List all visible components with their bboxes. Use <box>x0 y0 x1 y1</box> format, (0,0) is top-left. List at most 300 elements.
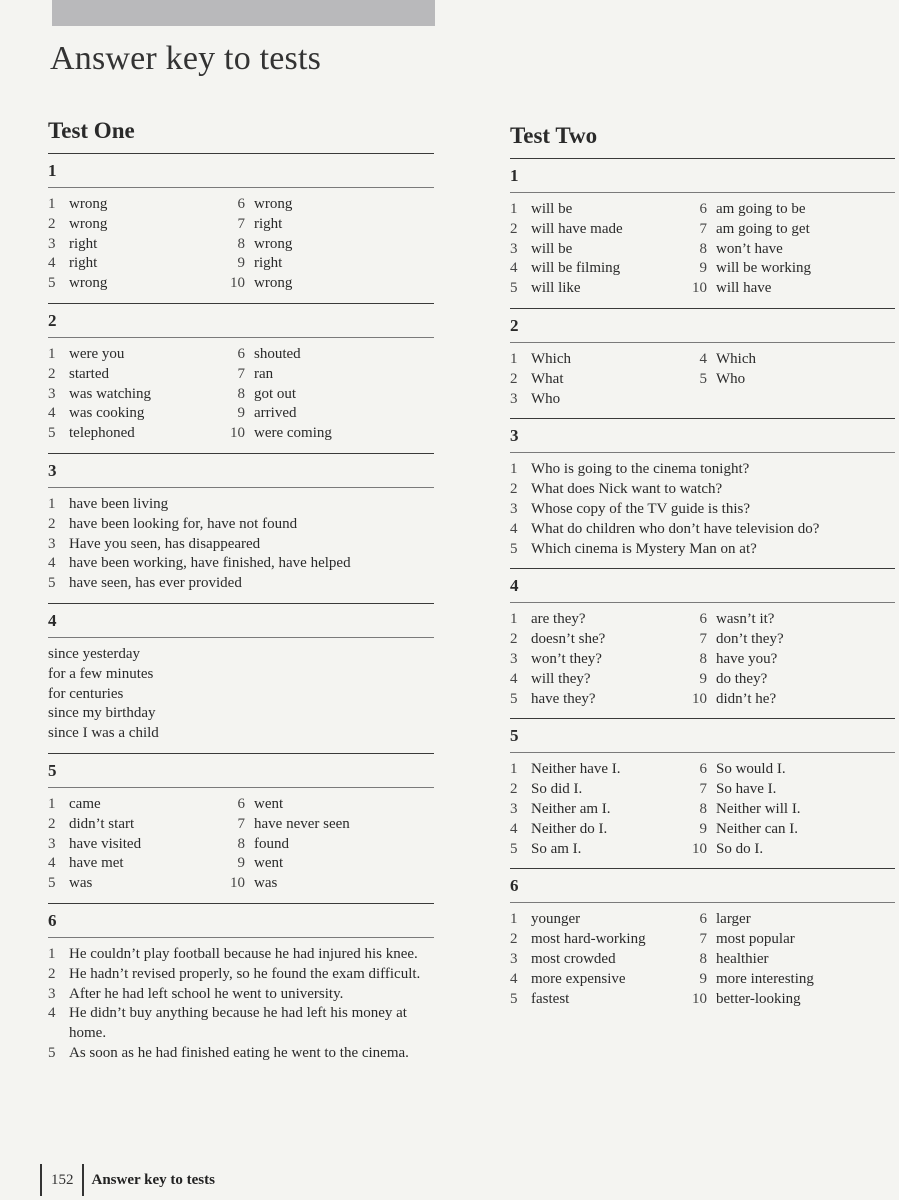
answer-item <box>682 820 895 840</box>
answer-item <box>220 345 434 365</box>
answer-item <box>48 515 434 535</box>
answer-section <box>510 418 895 568</box>
answer-item <box>48 574 434 594</box>
answer-number: 9 <box>237 855 245 872</box>
answer-text: Neither do I. <box>531 820 608 837</box>
answer-text: have met <box>69 855 124 872</box>
answer-text: have been working, have finished, have helped <box>69 555 351 572</box>
answer-text: have been living <box>69 495 169 512</box>
answer-text: are they? <box>531 611 586 628</box>
answer-text: Who <box>531 390 561 407</box>
answer-number: 6 <box>699 611 707 628</box>
answer-number: 4 <box>48 1005 56 1022</box>
answer-item <box>510 460 895 480</box>
answer-text: were you <box>69 345 125 362</box>
answer-item <box>510 370 682 390</box>
answer-item <box>682 760 895 780</box>
answer-item <box>220 195 434 215</box>
answer-item <box>510 820 682 840</box>
answer-item <box>682 690 895 710</box>
answer-item <box>48 385 220 405</box>
answer-column <box>682 910 895 1009</box>
answer-item <box>682 780 895 800</box>
answer-column <box>510 200 682 299</box>
header-bar <box>52 0 435 26</box>
answer-column <box>682 760 895 859</box>
answer-number: 7 <box>699 931 707 948</box>
answer-text: What does Nick want to watch? <box>531 481 723 498</box>
answer-number: 7 <box>237 215 245 232</box>
answer-text: Neither am I. <box>531 800 611 817</box>
test-one-column <box>48 117 434 1073</box>
answer-section <box>510 158 895 308</box>
answer-item <box>220 385 434 405</box>
answer-item <box>48 235 220 255</box>
answer-text: wasn’t it? <box>716 611 775 628</box>
answer-item <box>682 650 895 670</box>
answer-text: will have made <box>531 220 623 237</box>
answer-number: 1 <box>510 911 518 928</box>
answer-text: better-looking <box>716 990 801 1007</box>
answer-text: didn’t he? <box>716 690 777 707</box>
answer-item <box>510 990 682 1010</box>
answer-number: 5 <box>48 275 56 292</box>
answer-item <box>510 390 682 410</box>
answer-text: younger <box>531 911 581 928</box>
answer-text: wrong <box>69 275 108 292</box>
answer-text: won’t they? <box>531 650 602 667</box>
answer-number: 4 <box>510 520 518 537</box>
answer-item <box>220 795 434 815</box>
answer-item <box>510 690 682 710</box>
answer-item <box>48 404 220 424</box>
answer-item <box>510 500 895 520</box>
answer-text: After he had left school he went to university. <box>69 985 344 1002</box>
answer-text: right <box>254 215 283 232</box>
answer-item <box>510 200 682 220</box>
section-answers <box>510 903 895 1018</box>
answer-number: 2 <box>510 370 518 387</box>
answer-text: Which <box>716 350 756 367</box>
answer-grid <box>510 760 895 859</box>
answer-text: So did I. <box>531 781 583 798</box>
answer-text: went <box>254 855 284 872</box>
answer-item <box>510 670 682 690</box>
answer-section <box>48 903 434 1073</box>
answer-item <box>48 195 220 215</box>
answer-item <box>510 930 682 950</box>
answer-number: 6 <box>237 795 245 812</box>
answer-text: larger <box>716 911 751 928</box>
answer-line: since my birthday <box>48 705 156 722</box>
answer-text: What <box>531 370 564 387</box>
answer-grid <box>510 910 895 1009</box>
answer-number: 6 <box>237 196 245 212</box>
answer-number: 9 <box>699 670 707 687</box>
answer-item <box>220 835 434 855</box>
answer-column <box>510 760 682 859</box>
answer-text: Whose copy of the TV guide is this? <box>531 500 750 517</box>
answer-text: went <box>254 795 284 812</box>
answer-item <box>48 965 434 985</box>
answer-number: 5 <box>48 1044 56 1061</box>
answer-number: 9 <box>237 255 245 272</box>
answer-item <box>510 350 682 370</box>
answer-item <box>682 800 895 820</box>
section-answers <box>510 603 895 718</box>
answer-item <box>48 1044 434 1064</box>
answer-text: started <box>69 365 109 382</box>
answer-item <box>682 990 895 1010</box>
section-answers <box>48 938 434 1073</box>
answer-text: will be <box>531 240 573 257</box>
answer-text: won’t have <box>716 240 783 257</box>
answer-text: shouted <box>254 345 301 362</box>
section-answers <box>510 753 895 868</box>
answer-text: Which <box>531 350 571 367</box>
test-one-title: Test One <box>48 118 135 143</box>
answer-number: 3 <box>510 950 518 967</box>
answer-number: 9 <box>237 405 245 422</box>
answer-text: Who <box>716 370 746 387</box>
answer-text: more expensive <box>531 970 626 987</box>
answer-column <box>682 610 895 709</box>
answer-text: doesn’t she? <box>531 631 606 648</box>
answer-number: 1 <box>48 495 56 512</box>
answer-grid <box>48 345 434 444</box>
section-number: 5 <box>510 719 895 753</box>
answer-number: 6 <box>699 761 707 778</box>
answer-text: Neither have I. <box>531 761 621 778</box>
answer-item <box>510 540 895 560</box>
answer-item <box>220 254 434 274</box>
answer-section <box>48 753 434 903</box>
answer-item <box>220 854 434 874</box>
answer-number: 2 <box>510 631 518 648</box>
answer-item <box>48 945 434 965</box>
section-number: 3 <box>510 419 895 453</box>
answer-number: 2 <box>48 515 56 532</box>
answer-number: 1 <box>48 945 56 962</box>
section-answers <box>48 638 434 753</box>
answer-text: will be working <box>716 260 811 277</box>
answer-text: So am I. <box>531 840 582 857</box>
answer-grid <box>510 350 895 409</box>
answer-item <box>510 630 682 650</box>
answer-text: He couldn’t play football because he had injured his knee. <box>69 945 418 962</box>
answer-item <box>682 350 895 370</box>
answer-text: was cooking <box>69 405 145 422</box>
answer-number: 1 <box>48 345 56 362</box>
answer-column <box>220 195 434 294</box>
answer-number: 8 <box>699 800 707 817</box>
answer-number: 10 <box>692 690 707 707</box>
answer-number: 5 <box>510 280 518 297</box>
answer-section <box>48 153 434 303</box>
section-answers <box>510 193 895 308</box>
answer-text: So would I. <box>716 761 786 778</box>
answer-number: 1 <box>510 611 518 628</box>
answer-number: 8 <box>237 235 245 252</box>
answer-text: He didn’t buy anything because he had left his money at home. <box>69 1005 407 1042</box>
section-answers <box>510 453 895 568</box>
section-number: 2 <box>48 304 434 338</box>
answer-number: 10 <box>230 875 245 892</box>
answer-section <box>48 303 434 453</box>
answer-section <box>510 308 895 418</box>
answer-text: fastest <box>531 990 570 1007</box>
answer-number: 10 <box>692 840 707 857</box>
answer-text: have you? <box>716 650 778 667</box>
answer-text: wrong <box>254 275 293 292</box>
answer-line: since I was a child <box>48 725 159 742</box>
answer-item <box>48 854 220 874</box>
answer-item <box>682 259 895 279</box>
answer-number: 1 <box>48 795 56 812</box>
answer-text: Have you seen, has disappeared <box>69 535 261 552</box>
answer-column <box>510 910 682 1009</box>
answer-item <box>682 370 895 390</box>
answer-item <box>682 910 895 930</box>
answer-item <box>48 495 434 515</box>
answer-text: was <box>254 875 278 892</box>
answer-section <box>48 453 434 603</box>
answer-text: were coming <box>254 425 332 442</box>
section-answers <box>48 338 434 453</box>
answer-number: 5 <box>510 690 518 707</box>
answer-number: 6 <box>699 911 707 928</box>
answer-item <box>510 480 895 500</box>
answer-number: 4 <box>510 820 518 837</box>
answer-text: will be filming <box>531 260 621 277</box>
answer-text: wrong <box>254 235 293 252</box>
answer-column <box>220 345 434 444</box>
answer-number: 5 <box>699 370 707 387</box>
answer-item <box>48 795 220 815</box>
answer-number: 7 <box>699 781 707 798</box>
answer-number: 8 <box>237 835 245 852</box>
answer-number: 1 <box>510 461 518 478</box>
answer-item <box>220 215 434 235</box>
answer-item <box>48 874 220 894</box>
answer-column <box>510 610 682 709</box>
answer-number: 3 <box>48 385 56 402</box>
answer-item <box>48 274 220 294</box>
answer-number: 3 <box>510 240 518 257</box>
answer-text: ran <box>254 365 274 382</box>
answer-text: What do children who don’t have television do? <box>531 520 820 537</box>
answer-number: 3 <box>510 500 518 517</box>
answer-number: 2 <box>510 931 518 948</box>
answer-number: 5 <box>510 540 518 557</box>
answer-number: 8 <box>699 240 707 257</box>
section-number: 2 <box>510 309 895 343</box>
answer-item <box>510 650 682 670</box>
answer-grid <box>510 200 895 299</box>
answer-line: since yesterday <box>48 645 141 662</box>
answer-text: will be <box>531 201 573 217</box>
answer-item <box>510 259 682 279</box>
answer-item <box>48 424 220 444</box>
answer-number: 7 <box>237 815 245 832</box>
answer-text: will they? <box>531 670 591 687</box>
answer-text: So have I. <box>716 781 777 798</box>
answer-item <box>48 254 220 274</box>
answer-number: 9 <box>699 820 707 837</box>
answer-number: 7 <box>237 365 245 382</box>
answer-text: have seen, has ever provided <box>69 575 242 592</box>
section-answers <box>48 488 434 603</box>
answer-item <box>510 240 682 260</box>
answer-item <box>220 235 434 255</box>
answer-number: 2 <box>510 481 518 498</box>
footer-label: Answer key to tests <box>91 1171 215 1188</box>
answer-item <box>682 279 895 299</box>
answer-item <box>48 215 220 235</box>
answer-column <box>682 200 895 299</box>
answer-number: 3 <box>48 535 56 552</box>
answer-section <box>510 718 895 868</box>
answer-text: don’t they? <box>716 631 784 648</box>
answer-item <box>682 610 895 630</box>
answer-number: 3 <box>48 235 56 252</box>
answer-item <box>682 670 895 690</box>
section-number: 4 <box>48 604 434 638</box>
answer-section <box>510 568 895 718</box>
answer-item <box>220 815 434 835</box>
answer-column <box>220 795 434 894</box>
answer-number: 6 <box>237 345 245 362</box>
answer-number: 2 <box>48 365 56 382</box>
answer-item <box>510 780 682 800</box>
answer-number: 5 <box>510 840 518 857</box>
answer-number: 1 <box>510 201 518 217</box>
answer-number: 3 <box>510 650 518 667</box>
answer-number: 2 <box>510 220 518 237</box>
answer-number: 3 <box>510 800 518 817</box>
answer-text: He hadn’t revised properly, so he found the exam difficult. <box>69 965 421 982</box>
answer-text: didn’t start <box>69 815 135 832</box>
answer-number: 8 <box>699 950 707 967</box>
answer-number: 8 <box>699 650 707 667</box>
answer-item <box>48 554 434 574</box>
page-title: Answer key to tests <box>50 40 322 77</box>
answer-text: right <box>69 255 98 272</box>
answer-item <box>510 760 682 780</box>
answer-number: 4 <box>510 670 518 687</box>
answer-line: for a few minutes <box>48 665 154 682</box>
answer-text: Who is going to the cinema tonight? <box>531 461 750 478</box>
answer-number: 5 <box>48 575 56 592</box>
answer-text: will have <box>716 280 772 297</box>
section-number: 6 <box>510 869 895 903</box>
footer-divider <box>40 1164 42 1196</box>
answer-number: 3 <box>510 390 518 407</box>
answer-item <box>682 200 895 220</box>
answer-item <box>48 835 220 855</box>
answer-text: have been looking for, have not found <box>69 515 298 532</box>
answer-item <box>510 610 682 630</box>
answer-item <box>510 279 682 299</box>
section-answers <box>510 343 895 418</box>
answer-text: most hard-working <box>531 931 646 948</box>
answer-item <box>48 345 220 365</box>
answer-text: have visited <box>69 835 142 852</box>
section-number: 5 <box>48 754 434 788</box>
answer-text: healthier <box>716 950 769 967</box>
page-number: 152 <box>51 1171 74 1188</box>
answer-number: 1 <box>48 196 56 212</box>
answer-text: wrong <box>69 215 108 232</box>
answer-grid <box>48 195 434 294</box>
answer-number: 2 <box>48 215 56 232</box>
answer-item <box>510 910 682 930</box>
answer-text: am going to be <box>716 201 806 217</box>
answer-line: for centuries <box>48 685 124 702</box>
section-number: 1 <box>48 154 434 188</box>
answer-text: most crowded <box>531 950 616 967</box>
section-answers <box>48 188 434 303</box>
answer-item <box>48 985 434 1005</box>
answer-item <box>510 800 682 820</box>
answer-column <box>48 195 220 294</box>
answer-number: 4 <box>48 255 56 272</box>
answer-item <box>682 840 895 860</box>
answer-number: 4 <box>699 350 707 367</box>
answer-column <box>48 795 220 894</box>
answer-text: came <box>69 795 101 812</box>
answer-item <box>682 930 895 950</box>
answer-number: 4 <box>48 855 56 872</box>
answer-item <box>510 950 682 970</box>
answer-section <box>510 868 895 1018</box>
answer-item <box>220 274 434 294</box>
answer-number: 10 <box>230 425 245 442</box>
answer-column <box>682 350 895 409</box>
answer-number: 8 <box>237 385 245 402</box>
answer-number: 7 <box>699 631 707 648</box>
page-footer <box>40 1164 215 1196</box>
answer-item <box>510 520 895 540</box>
answer-text: Which cinema is Mystery Man on at? <box>531 540 757 557</box>
answer-grid <box>48 795 434 894</box>
answer-number: 6 <box>699 201 707 217</box>
answer-item <box>682 630 895 650</box>
answer-item <box>48 535 434 555</box>
answer-text: was watching <box>69 385 152 402</box>
answer-number: 1 <box>510 350 518 367</box>
answer-text: telephoned <box>69 425 135 442</box>
answer-number: 5 <box>48 875 56 892</box>
answer-item <box>510 840 682 860</box>
answer-text: As soon as he had finished eating he went to the cinema. <box>69 1044 409 1061</box>
answer-number: 1 <box>510 761 518 778</box>
answer-number: 5 <box>48 425 56 442</box>
section-number: 4 <box>510 569 895 603</box>
answer-item <box>682 970 895 990</box>
test-two-column <box>510 122 895 1018</box>
answer-item <box>220 365 434 385</box>
answer-number: 4 <box>510 970 518 987</box>
answer-item <box>510 970 682 990</box>
answer-number: 10 <box>230 275 245 292</box>
answer-number: 3 <box>48 985 56 1002</box>
answer-grid <box>510 610 895 709</box>
answer-number: 4 <box>510 260 518 277</box>
answer-text: most popular <box>716 931 795 948</box>
answer-number: 9 <box>699 260 707 277</box>
answer-text: found <box>254 835 289 852</box>
